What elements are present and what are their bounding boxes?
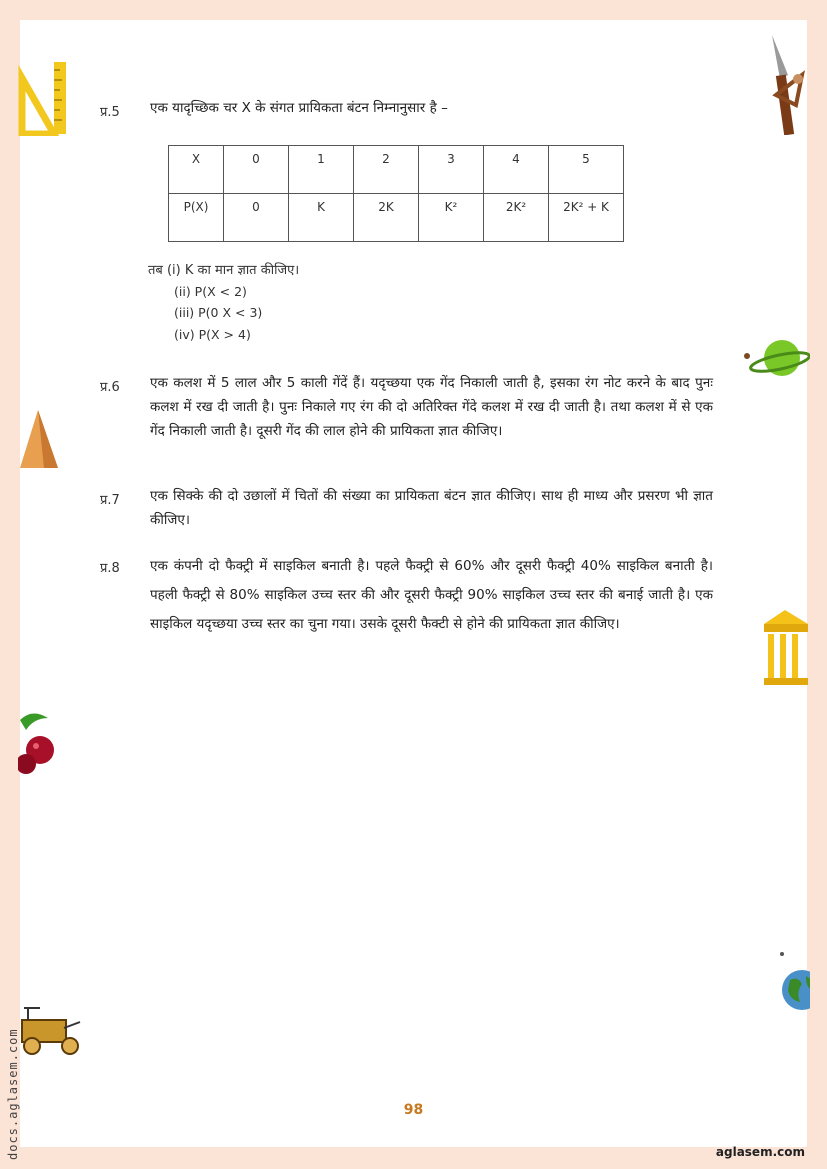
- temple-icon: [762, 606, 808, 686]
- table-cell: 2K² + K: [549, 194, 624, 242]
- table-cell: 2: [354, 146, 419, 194]
- table-row: [169, 194, 624, 242]
- table-cell: P(X): [169, 194, 224, 242]
- table-cell: K: [289, 194, 354, 242]
- globe-icon: [778, 950, 810, 1018]
- table-cell: 0: [224, 194, 289, 242]
- sub-question: (iii) P(0 X < 3): [174, 305, 263, 320]
- table-cell: K²: [419, 194, 484, 242]
- question-number: प्र.5: [100, 105, 120, 120]
- question-number: प्र.8: [100, 561, 120, 576]
- table-cell: 2K²: [484, 194, 549, 242]
- question-text: एक यादृच्छिक चर X के संगत प्रायिकता बंटन निम्नानुसार है –: [150, 100, 448, 116]
- sub-question: (iv) P(X > 4): [174, 327, 251, 342]
- probability-distribution-table: [168, 145, 624, 242]
- fruit-icon: [18, 708, 58, 778]
- table-row: [169, 146, 624, 194]
- sub-question: तब (i) K का मान ज्ञात कीजिए।: [148, 263, 300, 278]
- planet-icon: [742, 336, 810, 384]
- table-cell: 4: [484, 146, 549, 194]
- watermark: docs.aglasem.com: [6, 1028, 20, 1160]
- pyramid-icon: [18, 410, 58, 470]
- table-cell: 3: [419, 146, 484, 194]
- table-cell: 0: [224, 146, 289, 194]
- table-cell: 2K: [354, 194, 419, 242]
- question-text: एक कंपनी दो फैक्ट्री में साइकिल बनाती है। पहले फैक्ट्री से 60% और दूसरी फैक्ट्री 40% साइकिल बनाती है। पहली फैक्ट्री से 80% साइकिल उच्च स्तर की और दूसरी फैक्ट्री 90% साइकिल उच्च स्तर की बनाई जाती है। एक साइकिल यदृच्छया उच्च स्तर का चुना गया। उसके दूसरी फैक्टी से होने की प्रायिकता ज्ञात कीजिए।: [150, 558, 713, 632]
- question-text: एक कलश में 5 लाल और 5 काली गेंदें हैं। यदृच्छया एक गेंद निकाली जाती है, इसका रंग नोट करने के बाद पुनः कलश में रख दी जाती है। पुनः निकाले गए रंग की दो अतिरिक्त गेंदे कलश में रख दी जाती है। तथा कलश में से एक गेंद निकाली जाती है। दूसरी गेंद की लाल होने की प्रायिकता ज्ञात कीजिए।: [150, 375, 713, 439]
- brand-footer: aglasem.com: [715, 1145, 805, 1159]
- table-cell: 5: [549, 146, 624, 194]
- question-number: प्र.6: [100, 380, 120, 395]
- table-cell: 1: [289, 146, 354, 194]
- page-number: 98: [403, 1102, 424, 1118]
- question-number: प्र.7: [100, 493, 120, 508]
- sub-question: (ii) P(X < 2): [174, 284, 247, 299]
- compass-icon: [766, 35, 810, 135]
- cart-icon: [18, 1002, 84, 1058]
- ruler-icon: [18, 58, 68, 136]
- question-text: एक सिक्के की दो उछालों में चितों की संख्या का प्रायिकता बंटन ज्ञात कीजिए। साथ ही माध्य और प्रसरण भी ज्ञात कीजिए।: [150, 488, 713, 528]
- table-cell: X: [169, 146, 224, 194]
